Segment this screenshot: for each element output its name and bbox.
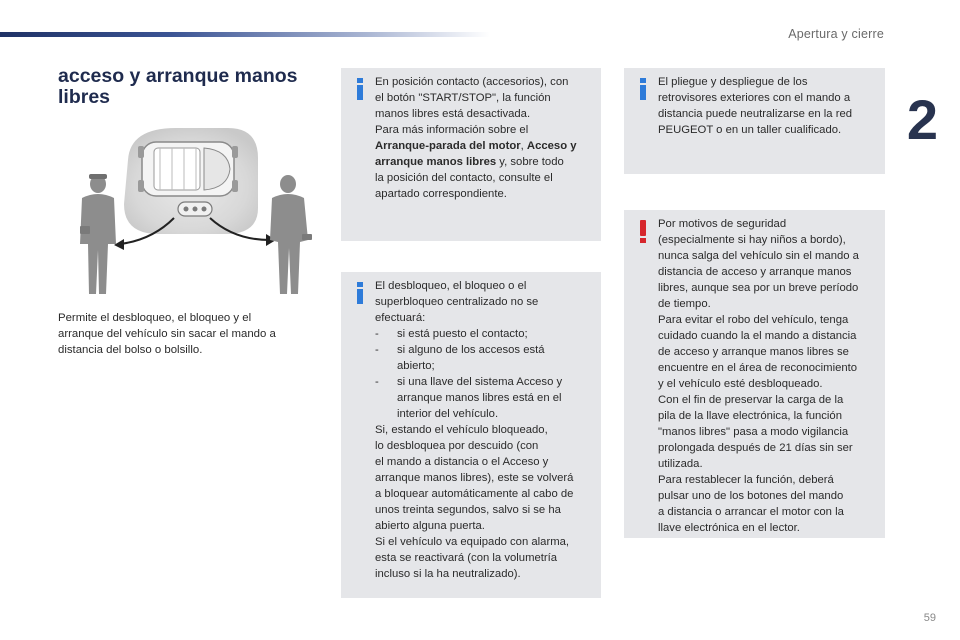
note-line: unos treinta segundos, salvo si se ha — [375, 504, 561, 516]
note-line: a bloquear automáticamente al cabo de — [375, 488, 574, 500]
note-line: distancia de acceso y arranque manos — [658, 266, 852, 278]
list-item — [375, 374, 591, 422]
info-icon — [355, 282, 365, 304]
note-text: , — [520, 140, 527, 152]
note-line: efectuará: — [375, 312, 426, 324]
list-bullet: - — [375, 376, 379, 388]
note-line: libres, aunque sea por un breve período — [658, 282, 859, 294]
info-note-locking-conditions — [341, 272, 601, 598]
note-line: nunca salga del vehículo sin el mando a — [658, 250, 859, 262]
note-line: utilizada. — [658, 458, 703, 470]
note-line: pulsar uno de los botones del mando — [658, 490, 844, 502]
note-line: PEUGEOT o en un taller cualificado. — [658, 124, 842, 136]
key-fob-icon — [178, 202, 212, 216]
page-number: 59 — [923, 612, 936, 624]
bold-term: arranque manos libres — [375, 156, 497, 168]
note-line: prolongada después de 21 días sin ser — [658, 442, 853, 454]
note-text: y, sobre todo — [496, 156, 564, 168]
warning-icon — [638, 220, 648, 244]
hands-free-access-illustration — [58, 122, 322, 300]
note-line: El desbloqueo, el bloqueo o el — [375, 280, 527, 292]
warning-note-safety — [624, 210, 885, 538]
note-line: el botón "START/STOP", la función — [375, 92, 551, 104]
section-header: Apertura y cierre — [788, 27, 884, 41]
list-text: arranque manos libres está en el — [397, 392, 562, 404]
note-line: superbloqueo centralizado no se — [375, 296, 539, 308]
list-item — [375, 342, 591, 374]
list-text: si está puesto el contacto; — [397, 328, 528, 340]
note-line: apartado correspondiente. — [375, 188, 507, 200]
chapter-number: 2 — [906, 88, 938, 151]
list-item — [375, 326, 591, 342]
note-line: manos libres está desactivada. — [375, 108, 531, 120]
note-line: Con el fin de preservar la carga de la — [658, 394, 844, 406]
note-line: Si, estando el vehículo bloqueado, — [375, 424, 548, 436]
note-line: de tiempo. — [658, 298, 711, 310]
note-line — [375, 138, 591, 154]
note-line: cuidado cuando la el mando a distancia — [658, 330, 857, 342]
intro-line: arranque del vehículo sin sacar el mando a — [58, 328, 276, 340]
note-line: a distancia o arrancar el motor con la — [658, 506, 844, 518]
list-text: interior del vehículo. — [397, 408, 499, 420]
intro-line: Permite el desbloqueo, el bloqueo y el — [58, 312, 252, 324]
note-line: pila de la llave electrónica, la función — [658, 410, 842, 422]
note-line: llave electrónica en el lector. — [658, 522, 800, 534]
note-line: abierto alguna puerta. — [375, 520, 485, 532]
note-line: encuentre en el área de reconocimiento — [658, 362, 858, 374]
header-gradient-bar — [0, 32, 490, 37]
note-line: el mando a distancia o el Acceso y — [375, 456, 549, 468]
intro-text — [58, 310, 318, 358]
note-line: "manos libres" pasa a modo vigilancia — [658, 426, 849, 438]
list-text: si una llave del sistema Acceso y — [397, 376, 563, 388]
note-line: El pliegue y despliegue de los — [658, 76, 808, 88]
note-line: Para más información sobre el — [375, 124, 529, 136]
page-title-line: acceso y arranque manos — [58, 65, 298, 87]
info-note-mirror-folding — [624, 68, 885, 174]
list-bullet: - — [375, 328, 379, 340]
note-line: la posición del contacto, consulte el — [375, 172, 553, 184]
note-line: distancia puede neutralizarse en la red — [658, 108, 853, 120]
note-line: incluso si la ha neutralizado). — [375, 568, 521, 580]
bold-term: Arranque-parada del motor — [375, 140, 521, 152]
note-line: de acceso y arranque manos libres se — [658, 346, 849, 358]
note-line — [375, 154, 591, 170]
list-text: si alguno de los accesos está — [397, 344, 545, 356]
info-icon — [355, 78, 365, 100]
info-icon — [638, 78, 648, 100]
note-line: Si el vehículo va equipado con alarma, — [375, 536, 570, 548]
note-line: Para restablecer la función, deberá — [658, 474, 834, 486]
note-line: arranque manos libres), este se volverá — [375, 472, 574, 484]
info-note-contact-position — [341, 68, 601, 241]
note-line: lo desbloquea por descuido (con — [375, 440, 539, 452]
list-text: abierto; — [397, 360, 435, 372]
note-line: En posición contacto (accesorios), con — [375, 76, 569, 88]
intro-line: distancia del bolso o bolsillo. — [58, 344, 203, 356]
note-line: Por motivos de seguridad — [658, 218, 787, 230]
person-left-figure — [80, 174, 116, 294]
note-line: Para evitar el robo del vehículo, tenga — [658, 314, 849, 326]
page-title — [58, 66, 318, 108]
note-line: esta se reactivará (con la volumetría — [375, 552, 558, 564]
note-line: y el vehículo esté desbloqueado. — [658, 378, 823, 390]
list-bullet: - — [375, 344, 379, 356]
page-title-line: libres — [58, 86, 111, 108]
note-line: retrovisores exteriores con el mando a — [658, 92, 851, 104]
bold-term: Acceso y — [526, 140, 577, 152]
car-top-view — [138, 142, 238, 196]
note-line: (especialmente si hay niños a bordo), — [658, 234, 846, 246]
person-right-figure — [270, 175, 312, 294]
